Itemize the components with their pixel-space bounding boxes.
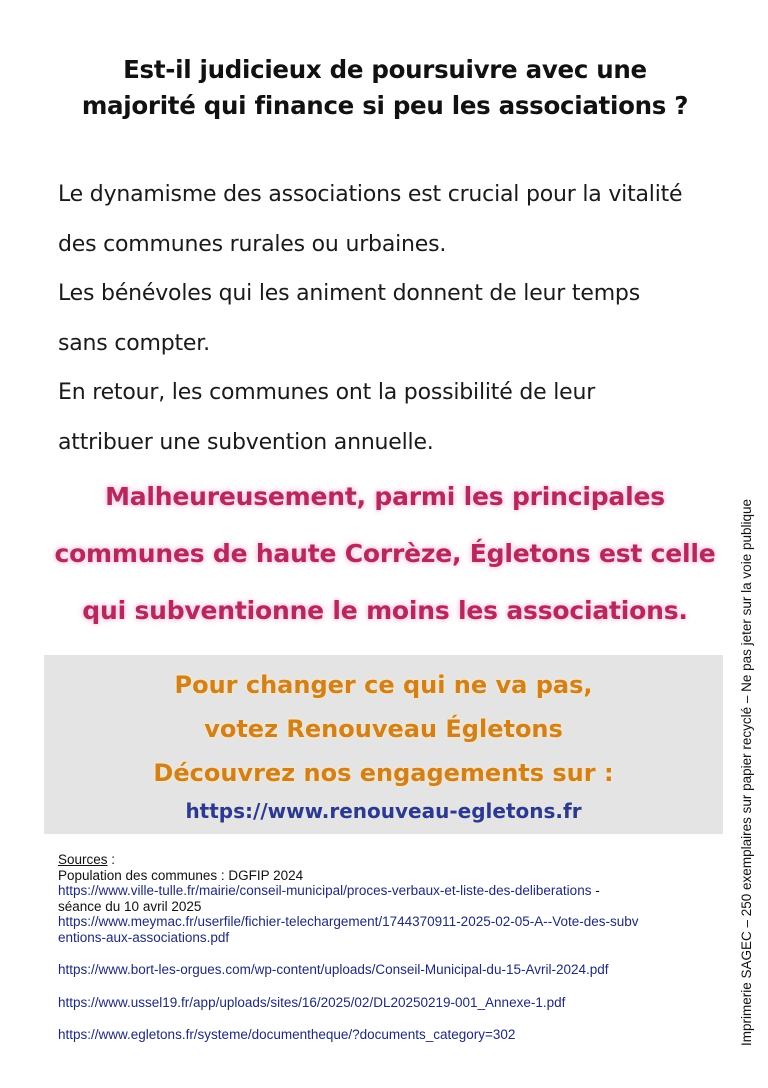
source-ussel — [58, 995, 708, 1011]
cta-line-1: Pour changer ce qui ne va pas, — [174, 671, 593, 699]
source-link-tulle[interactable]: https://www.ville-tulle.fr/mairie/conseil-municipal/proces-verbaux-et-liste-des-deliberations — [58, 883, 592, 898]
sources-heading — [58, 852, 708, 868]
highlight-line: Malheureusement, parmi les principales — [105, 482, 665, 511]
source-population: Population des communes : DGFIP 2024 — [58, 867, 304, 883]
title-line-1: Est-il judicieux de poursuivre avec une — [123, 55, 647, 84]
intro-line: En retour, les communes ont la possibilité de leur — [58, 380, 596, 405]
intro-line: Le dynamisme des associations est crucial pour la vitalité — [58, 182, 683, 207]
source-tulle-suffix: - — [591, 883, 600, 898]
call-to-action-box — [44, 655, 723, 834]
intro-line: sans compter. — [58, 330, 210, 356]
source-tulle — [58, 883, 708, 899]
source-meymac-cont — [58, 930, 708, 946]
source-link-bort[interactable]: https://www.bort-les-orgues.com/wp-content/uploads/Conseil-Municipal-du-15-Avril-2024.pdf — [58, 962, 609, 977]
intro-paragraph — [58, 170, 728, 467]
spacer — [58, 978, 708, 995]
intro-line: attribuer une subvention annuelle. — [58, 429, 434, 455]
source-link-meymac-cont[interactable]: entions-aux-associations.pdf — [58, 929, 230, 945]
page-title — [40, 52, 730, 124]
website-link[interactable]: https://www.renouveau-egletons.fr — [185, 799, 582, 823]
highlight-statement — [40, 468, 730, 639]
source-link-ussel[interactable]: https://www.ussel19.fr/app/uploads/sites/16/2025/02/DL20250219-001_Annexe-1.pdf — [58, 994, 566, 1010]
source-tulle-note: séance du 10 avril 2025 — [58, 898, 202, 914]
spacer — [58, 945, 708, 962]
source-egletons — [58, 1027, 708, 1043]
source-link-meymac[interactable]: https://www.meymac.fr/userfile/fichier-telechargement/1744370911-2025-02-05-A--Vote-des-subv — [58, 914, 639, 929]
source-meymac — [58, 914, 708, 930]
intro-line: Les bénévoles qui les animent donnent de leur temps — [58, 281, 640, 306]
highlight-line: communes de haute Corrèze, Égletons est celle — [54, 539, 716, 568]
source-link-egletons[interactable]: https://www.egletons.fr/systeme/documentheque/?documents_category=302 — [58, 1027, 516, 1042]
title-line-2: majorité qui finance si peu les associations ? — [81, 91, 689, 120]
sources-label: Sources — [58, 852, 108, 867]
sources-section — [58, 852, 708, 1043]
cta-line-3: Découvrez nos engagements sur : — [153, 759, 614, 787]
printer-notice: Imprimerie SAGEC – 250 exemplaires sur papier recyclé – Ne pas jeter sur la voie publique — [739, 498, 754, 1046]
sources-label-suffix: : — [107, 852, 116, 867]
source-bort — [58, 962, 708, 978]
spacer — [58, 1010, 708, 1027]
highlight-line: qui subventionne le moins les associations. — [82, 596, 688, 625]
cta-line-2: votez Renouveau Égletons — [204, 715, 563, 743]
intro-line: des communes rurales ou urbaines. — [58, 231, 447, 257]
